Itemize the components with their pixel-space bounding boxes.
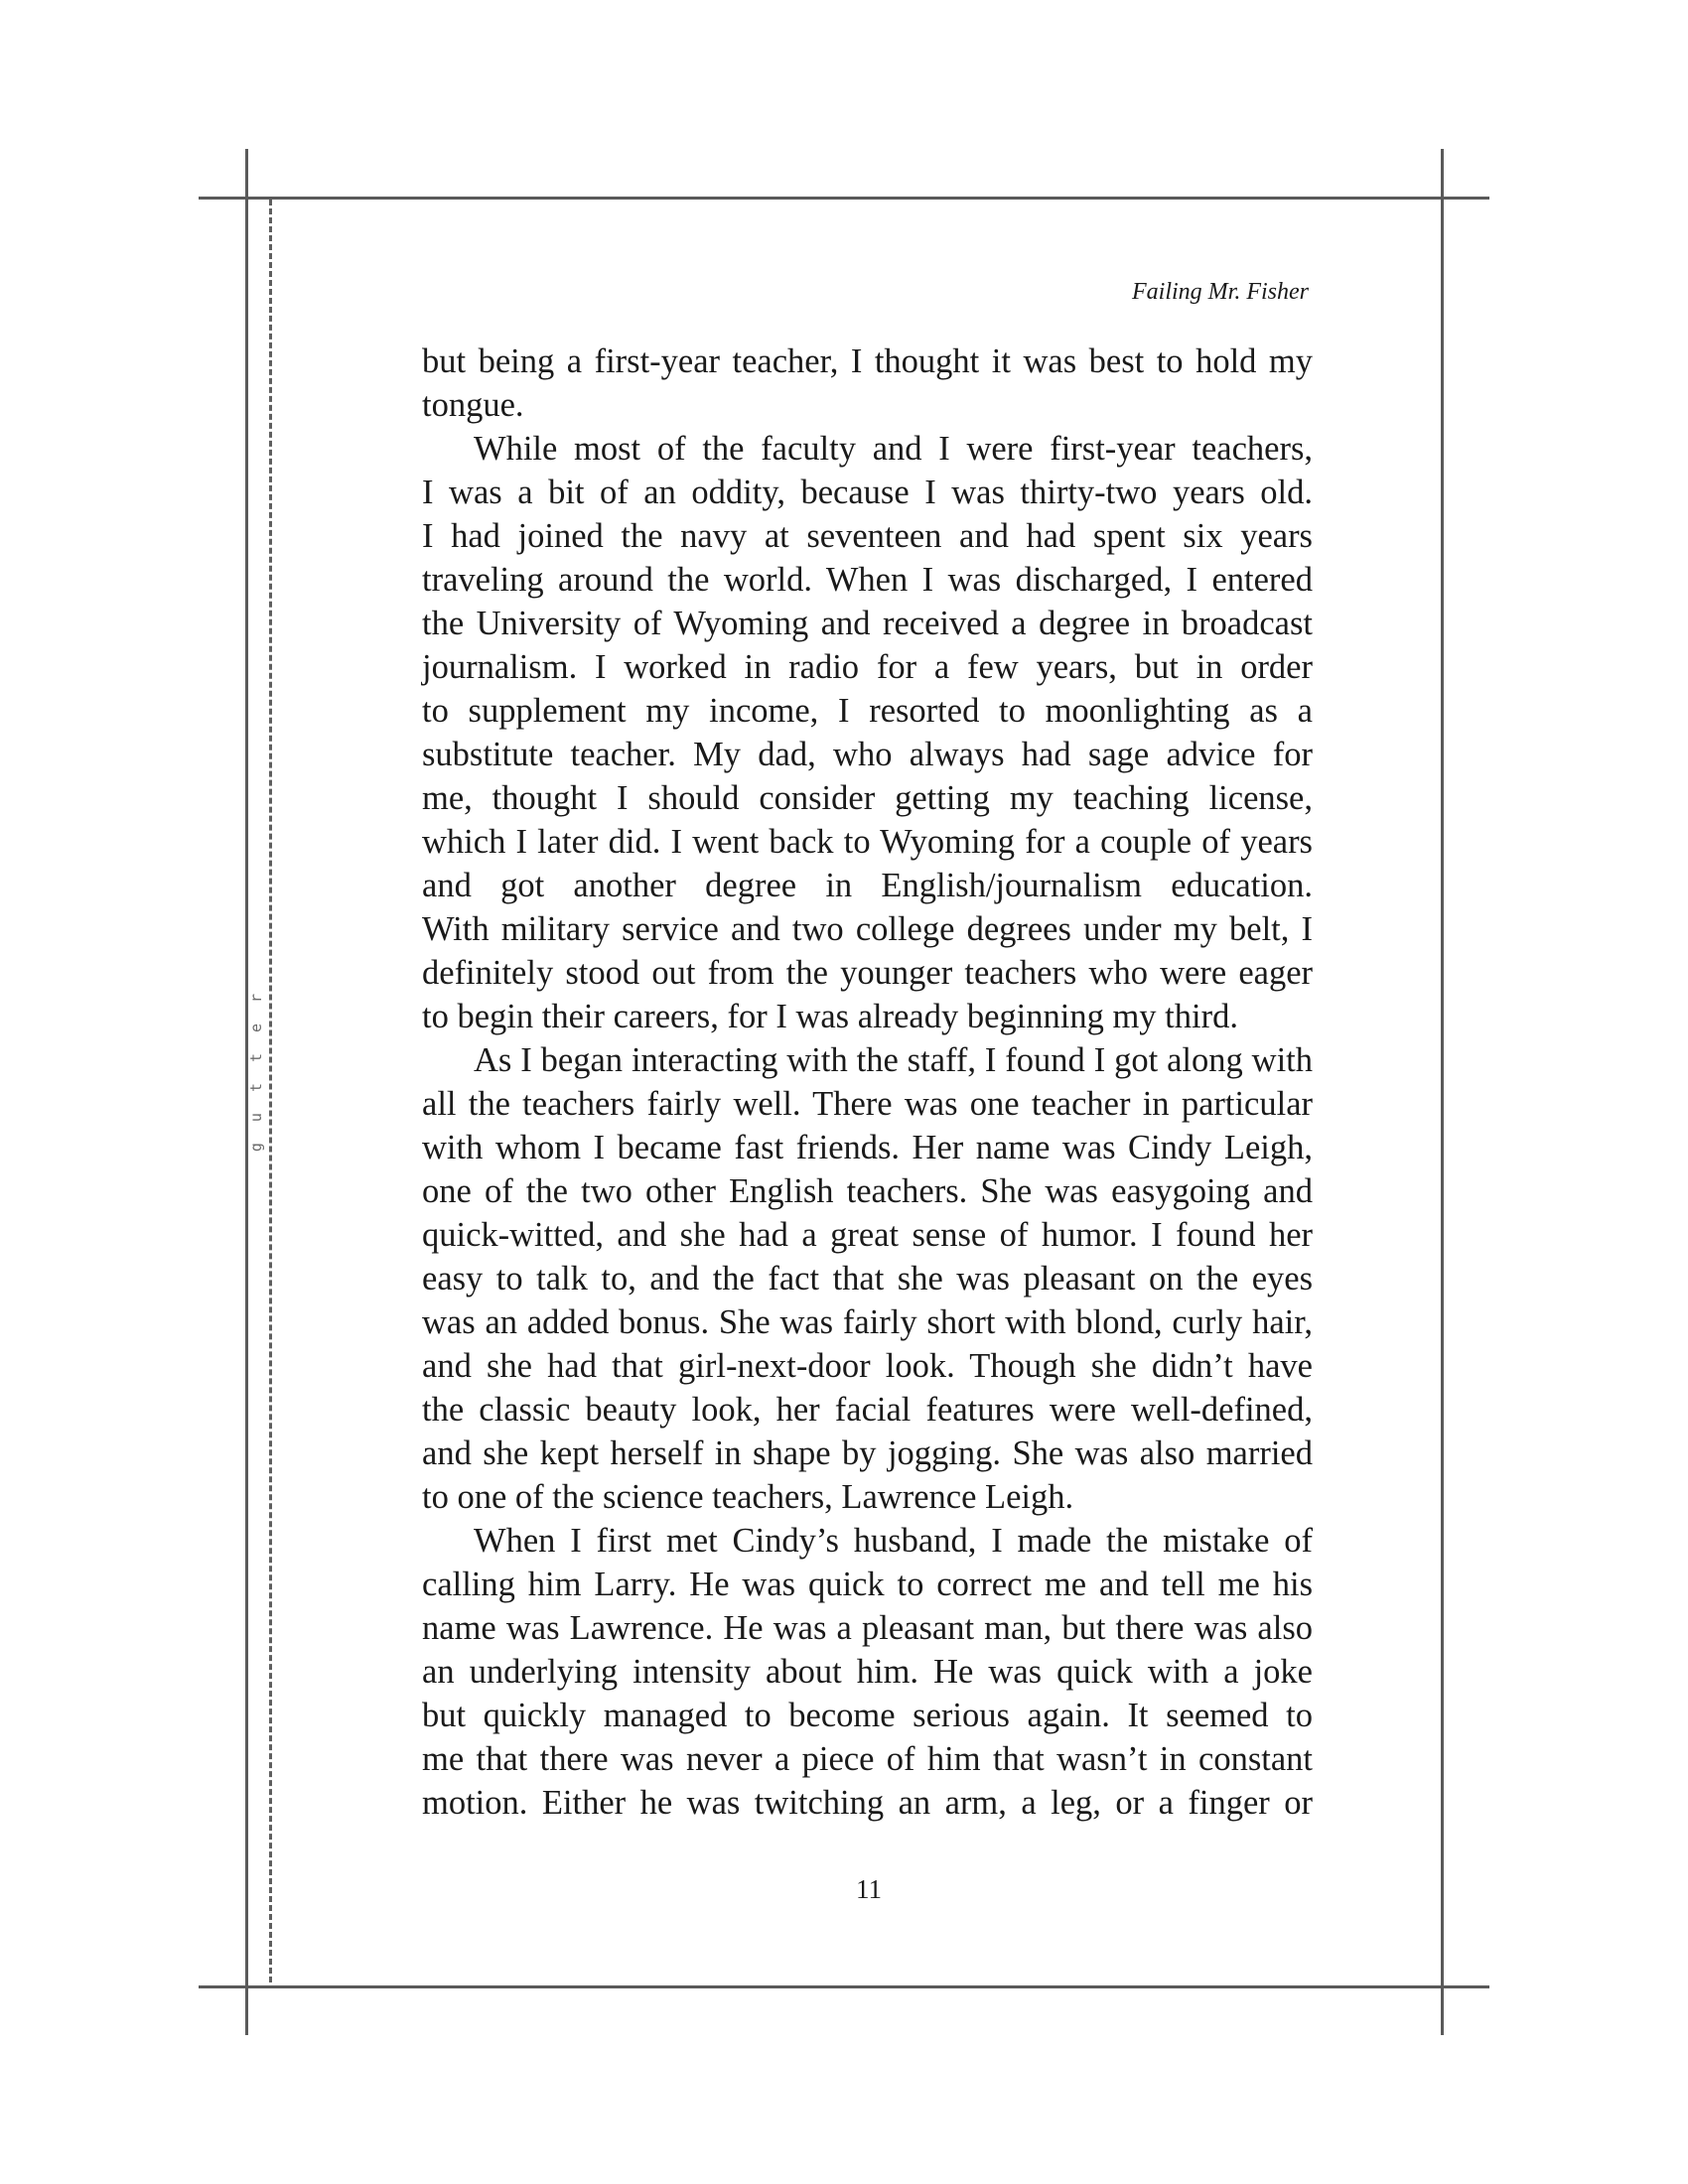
text-line: the University of Wyoming and received a degree in broadcast [422, 605, 1313, 642]
text-line: motion. Either he was twitching an arm, a leg, or a finger or [422, 1784, 1313, 1822]
text-line: tongue. [422, 386, 524, 424]
text-line: quick-witted, and she had a great sense of humor. I found her [422, 1216, 1313, 1254]
text-line: to supplement my income, I resorted to moonlighting as a [422, 692, 1313, 730]
running-header: Failing Mr. Fisher [1132, 279, 1309, 305]
text-line: With military service and two college degrees under my belt, I [422, 910, 1313, 948]
text-line: was an added bonus. She was fairly short with blond, curly hair, [422, 1303, 1313, 1341]
text-line: journalism. I worked in radio for a few years, but in order [422, 648, 1313, 686]
text-line: name was Lawrence. He was a pleasant man, but there was also [422, 1609, 1313, 1647]
text-line: all the teachers fairly well. There was one teacher in particular [422, 1085, 1313, 1123]
text-line: which I later did. I went back to Wyoming for a couple of years [422, 823, 1313, 861]
text-line: me that there was never a piece of him that wasn’t in constant [422, 1740, 1313, 1778]
crop-mark-top-horizontal [199, 197, 1489, 200]
text-line: and got another degree in English/journalism education. [422, 867, 1313, 904]
text-line: to begin their careers, for I was already beginning my third. [422, 998, 1238, 1035]
text-line: When I first met Cindy’s husband, I made the mistake of [474, 1522, 1313, 1560]
gutter-guide-line [269, 200, 272, 1982]
page-number: 11 [856, 1874, 882, 1904]
gutter-label: gutter [247, 972, 265, 1153]
text-line: one of the two other English teachers. She was easygoing and [422, 1172, 1313, 1210]
text-line: definitely stood out from the younger teachers who were eager [422, 954, 1313, 992]
text-line: easy to talk to, and the fact that she was pleasant on the eyes [422, 1260, 1313, 1297]
text-line: an underlying intensity about him. He was quick with a joke [422, 1653, 1313, 1691]
text-line: calling him Larry. He was quick to correct me and tell me his [422, 1566, 1313, 1603]
text-line: the classic beauty look, her facial features were well-defined, [422, 1391, 1313, 1429]
crop-mark-bottom-horizontal [199, 1985, 1489, 1988]
text-line: and she kept herself in shape by jogging. She was also married [422, 1434, 1313, 1472]
text-line: to one of the science teachers, Lawrence Leigh. [422, 1478, 1074, 1516]
text-line: but being a first-year teacher, I thought it was best to hold my [422, 342, 1313, 380]
text-line: and she had that girl-next-door look. Though she didn’t have [422, 1347, 1313, 1385]
text-line: While most of the faculty and I were first-year teachers, [474, 430, 1313, 468]
text-line: me, thought I should consider getting my teaching license, [422, 779, 1313, 817]
text-line: with whom I became fast friends. Her name was Cindy Leigh, [422, 1129, 1313, 1166]
text-line: but quickly managed to become serious again. It seemed to [422, 1697, 1313, 1734]
crop-mark-right-vertical [1441, 149, 1444, 2035]
text-line: I had joined the navy at seventeen and had spent six years [422, 517, 1313, 555]
text-line: traveling around the world. When I was discharged, I entered [422, 561, 1313, 599]
body-text [422, 340, 1313, 1825]
text-line: substitute teacher. My dad, who always had sage advice for [422, 736, 1313, 773]
text-line: As I began interacting with the staff, I found I got along with [474, 1041, 1313, 1079]
text-line: I was a bit of an oddity, because I was thirty-two years old. [422, 474, 1313, 511]
